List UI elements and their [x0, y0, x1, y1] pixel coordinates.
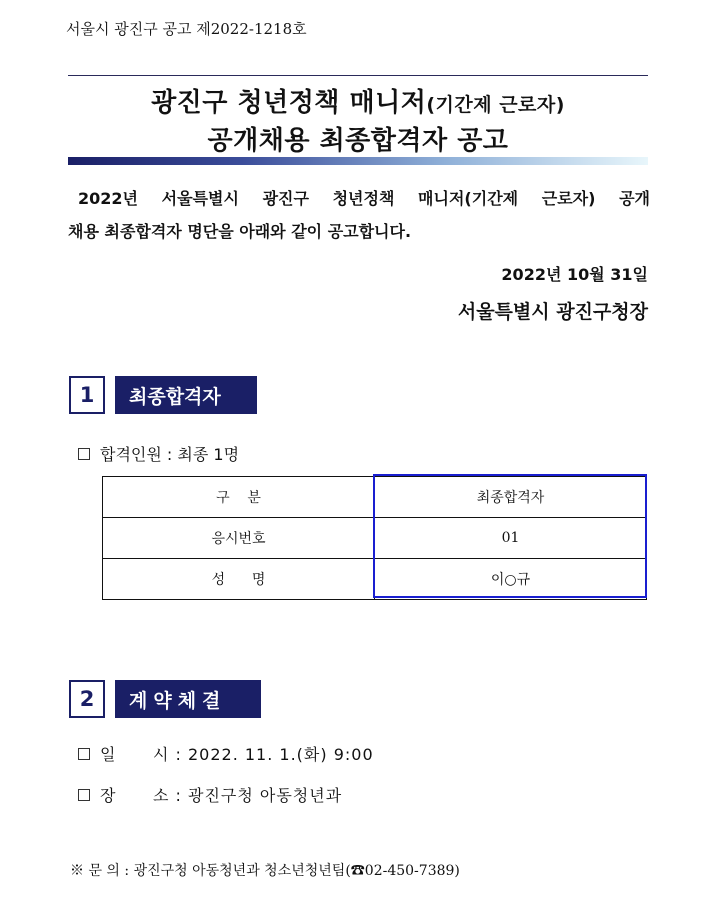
- passers-count-item: [78, 442, 239, 465]
- section1-number: 1: [69, 376, 105, 414]
- contract-date-text: 일 시 : 2022. 11. 1.(화) 9:00: [100, 745, 374, 764]
- table-cell: 이○규: [375, 559, 647, 600]
- notice-date: 2022년 10월 31일: [501, 265, 648, 284]
- contract-place-text: 장 소 : 광진구청 아동청년과: [100, 786, 343, 805]
- intro-paragraph: [68, 182, 650, 248]
- notice-number: 서울시 광진구 공고 제2022-1218호: [66, 20, 307, 38]
- table-row: [103, 559, 647, 600]
- contract-date-item: [78, 742, 374, 765]
- intro-line1: 2022년 서울특별시 광진구 청년정책 매니저(기간제 근로자) 공개: [78, 189, 650, 208]
- table-cell: 최종합격자: [375, 477, 647, 518]
- intro-line2: 채용 최종합격자 명단을 아래와 같이 공고합니다.: [68, 222, 412, 241]
- section2-label: 계약체결: [115, 680, 261, 718]
- title-line1: [68, 82, 648, 119]
- issuer: 서울특별시 광진구청장: [457, 301, 648, 323]
- table-row: [103, 518, 647, 559]
- title-paren: (기간제 근로자): [426, 94, 565, 116]
- checkbox-bullet-icon: [78, 748, 90, 760]
- top-rule: [68, 75, 648, 76]
- checkbox-bullet-icon: [78, 448, 90, 460]
- table-row: [103, 477, 647, 518]
- title-underline-bar: [68, 157, 648, 165]
- section1-label: 최종합격자: [115, 376, 257, 414]
- inquiry-info: ※ 문 의 : 광진구청 아동청년과 청소년청년팀(☎02-450-7389): [70, 863, 460, 879]
- table-cell: 01: [375, 518, 647, 559]
- contract-place-item: [78, 783, 342, 806]
- passers-count-text: 합격인원 : 최종 1명: [100, 445, 240, 464]
- table-cell: 성 명: [103, 559, 375, 600]
- result-table: [102, 476, 647, 600]
- section2-number: 2: [69, 680, 105, 718]
- title-main: 광진구 청년정책 매니저: [151, 88, 427, 118]
- title-line2: 공개채용 최종합격자 공고: [207, 126, 509, 156]
- table-cell: 구 분: [103, 477, 375, 518]
- table-cell: 응시번호: [103, 518, 375, 559]
- checkbox-bullet-icon: [78, 789, 90, 801]
